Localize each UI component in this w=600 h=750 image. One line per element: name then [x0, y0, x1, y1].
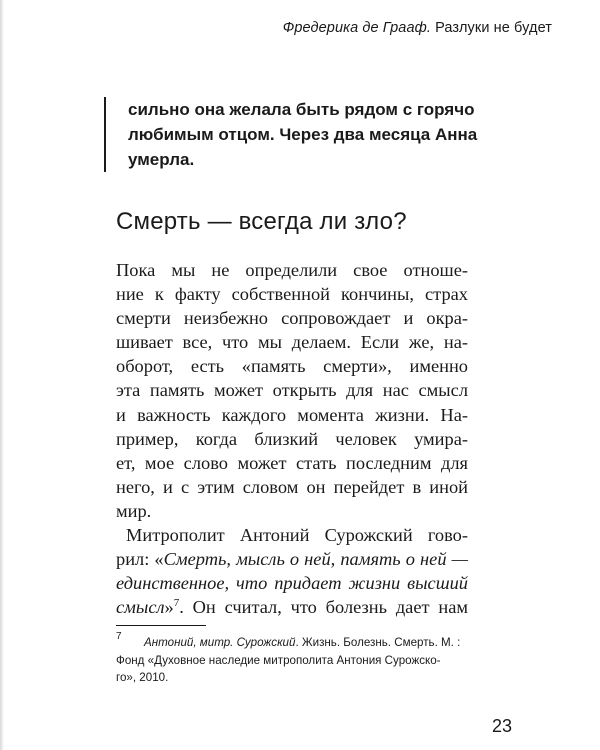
text-line	[116, 595, 468, 619]
quote-italic: Смерть, мысль о ней, память о ней —	[163, 549, 468, 570]
quote-block	[104, 97, 528, 172]
text-line: мир.	[116, 500, 152, 521]
footnote-author: Антоний, митр. Сурожский	[144, 636, 296, 649]
text-fragment: . Он считал, что болезнь дает нам	[179, 597, 468, 618]
footnote-line: Фонд «Духовное наследие митрополита Антония Сурожско-	[116, 653, 441, 667]
quote-line: умерла.	[128, 150, 195, 169]
paragraph-2	[116, 523, 468, 619]
text-line: оборот, есть «память смерти», именно	[116, 356, 468, 377]
text-line: смерти неизбежно сопровождает и окра-	[116, 308, 468, 329]
text-line	[116, 547, 468, 571]
paragraph-1	[116, 258, 468, 523]
footnote-line	[144, 634, 468, 652]
running-header	[283, 20, 552, 36]
text-line: шивает все, что мы делаем. Если же, на-	[116, 332, 468, 353]
quote-italic: смысл	[116, 597, 165, 618]
header-book-title: Разлуки не будет	[435, 20, 552, 36]
text-line: ние к факту собственной кончины, страх	[116, 284, 468, 305]
text-line: Пока мы не определили свое отноше-	[116, 260, 468, 280]
header-author: Фредерика де Грааф.	[282, 20, 431, 36]
quote-line: любимым отцом. Через два месяца Анна	[128, 125, 478, 144]
footnote-number: 7	[116, 631, 122, 642]
footnote-text: . Жизнь. Болезнь. Смерть. М. :	[295, 636, 461, 649]
text-line: ет, мое слово может стать последним для	[116, 452, 468, 473]
quote-line: сильно она желала быть рядом с горячо	[128, 100, 475, 119]
text-line: него, и с этим словом он перейдет в иной	[116, 476, 468, 497]
section-heading: Смерть — всегда ли зло?	[116, 208, 407, 235]
footnote-reference[interactable]: 7	[173, 597, 180, 610]
text-line: пример, когда близкий человек умира-	[116, 428, 468, 449]
text-line: Митрополит Антоний Сурожский гово-	[126, 525, 468, 546]
footnote-body	[116, 634, 468, 687]
text-fragment: рил: «	[116, 549, 164, 570]
page-number: 23	[491, 716, 512, 736]
text-line	[116, 571, 468, 595]
body-text	[116, 258, 468, 619]
page-edge-shadow	[0, 0, 4, 750]
text-line: эта память может открыть для нас смысл	[116, 380, 468, 401]
footnote	[116, 631, 468, 687]
footnote-divider	[116, 625, 206, 626]
closing-quote-mark: »	[164, 597, 174, 618]
quote-italic: единственное, что придает жизни высший	[116, 573, 468, 594]
text-line: и важность каждого момента жизни. На-	[116, 404, 468, 425]
footnote-line: го», 2010.	[116, 671, 169, 684]
